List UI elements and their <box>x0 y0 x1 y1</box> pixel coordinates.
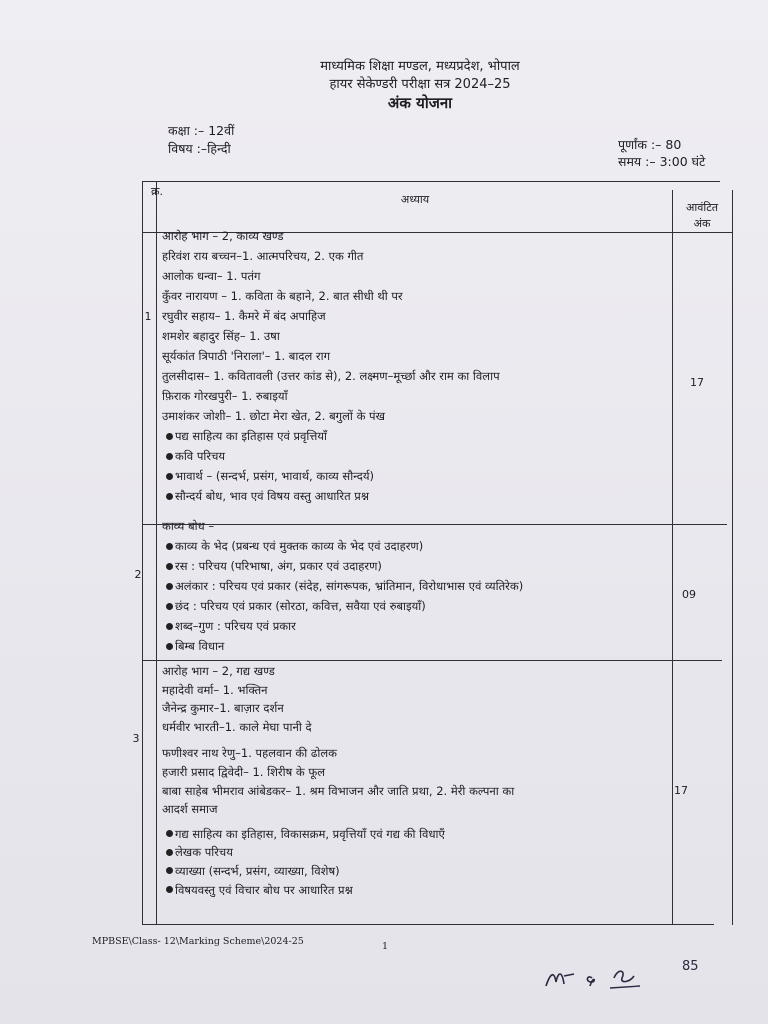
list-item: फणीश्वर नाथ रेणु–1. पहलवान की ढोलक <box>162 746 337 761</box>
bullet-icon <box>166 563 173 570</box>
list-item: आलोक धन्वा– 1. पतंग <box>162 269 261 283</box>
bullet-icon <box>166 473 173 480</box>
bullet-icon <box>166 643 173 650</box>
list-item: बिम्ब विधान <box>162 636 523 656</box>
bullet-icon <box>166 849 173 856</box>
handwritten-signature <box>540 956 720 996</box>
col-divider-1 <box>156 181 157 925</box>
full-marks-label: पूर्णांक :– 80 <box>618 137 682 152</box>
table-border-left <box>142 181 143 925</box>
col-header-sno: क्र. <box>151 185 163 198</box>
board-name: माध्यमिक शिक्षा मण्डल, मध्यप्रदेश, भोपाल <box>320 59 520 74</box>
list-item: बाबा साहेब भीमराव आंबेडकर– 1. श्रम विभाजन और जाति प्रथा, 2. मेरी कल्पना का <box>162 783 515 798</box>
bullet-icon <box>166 867 173 874</box>
page-number: 1 <box>382 941 389 952</box>
bullet-icon <box>166 543 173 550</box>
row-1-chapters <box>162 226 500 506</box>
bullet-icon <box>166 493 173 500</box>
footer-reference: MPBSE\Class- 12\Marking Scheme\2024-25 <box>92 936 304 947</box>
row-2-chapters <box>162 516 523 656</box>
bullet-icon <box>166 453 173 460</box>
list-item: रघुवीर सहाय– 1. कैमरे में बंद अपाहिज <box>162 309 326 323</box>
list-item: विषयवस्तु एवं विचार बोध पर आधारित प्रश्न <box>162 881 514 900</box>
bullet-icon <box>166 830 173 837</box>
list-item: शब्द–गुण : परिचय एवं प्रकार <box>162 616 523 636</box>
list-item: काव्य के भेद (प्रबन्ध एवं मुक्तक काव्य के भेद एवं उदाहरण) <box>162 536 523 556</box>
list-item: लेखक परिचय <box>162 843 514 862</box>
row-3-sno: 3 <box>132 732 140 745</box>
list-item: सूर्यकांत त्रिपाठी 'निराला'– 1. बादल राग <box>162 349 331 363</box>
list-item: सौन्दर्य बोध, भाव एवं विषय वस्तु आधारित प्रश्न <box>162 486 500 506</box>
list-item: रस : परिचय (परिभाषा, अंग, प्रकार एवं उदाहरण) <box>162 556 523 576</box>
list-item: गद्य साहित्य का इतिहास, विकासक्रम, प्रवृत्तियाँ एवं गद्य की विधाएँ <box>162 825 514 844</box>
list-item: आरोह भाग – 2, काव्य खण्ड <box>162 229 284 243</box>
list-item: व्याख्या (सन्दर्भ, प्रसंग, व्याख्या, विशेष) <box>162 862 514 881</box>
list-item: भावार्थ – (सन्दर्भ, प्रसंग, भावार्थ, काव्य सौन्दर्य) <box>162 466 500 486</box>
list-item: फ़िराक गोरखपुरी– 1. रुबाइयाँ <box>162 389 288 403</box>
bullet-icon <box>166 603 173 610</box>
table-border-right <box>732 190 733 925</box>
list-item: धर्मवीर भारती–1. काले मेघा पानी दे <box>162 719 312 734</box>
list-item: तुलसीदास– 1. कवितावली (उत्तर कांड से), 2. लक्ष्मण–मूर्च्छा और राम का विलाप <box>162 369 500 383</box>
document-title: अंक योजना <box>387 94 453 112</box>
list-item: हजारी प्रसाद द्विवेदी– 1. शिरीष के फूल <box>162 764 326 779</box>
col-divider-2 <box>672 190 673 925</box>
bullet-icon <box>166 433 173 440</box>
table-border-top <box>142 181 720 182</box>
row-2-sno: 2 <box>134 568 142 581</box>
list-item: उमाशंकर जोशी– 1. छोटा मेरा खेत, 2. बगुलों के पंख <box>162 409 385 423</box>
row-3-chapters <box>162 662 514 899</box>
time-label: समय :– 3:00 घंटे <box>618 154 706 169</box>
list-item: कवि परिचय <box>162 446 500 466</box>
list-item: जैनेन्द्र कुमार–1. बाज़ार दर्शन <box>162 701 284 716</box>
row-2-marks: 09 <box>682 588 696 601</box>
list-item: हरिवंश राय बच्चन–1. आत्मपरिचय, 2. एक गीत <box>162 249 364 263</box>
row-1-marks: 17 <box>690 376 704 389</box>
subject-label: विषय :–हिन्दी <box>168 141 231 156</box>
list-item: कुँवर नारायण – 1. कविता के बहाने, 2. बात सीधी थी पर <box>162 289 403 303</box>
row-1-sno: 1 <box>144 310 152 323</box>
list-item: पद्य साहित्य का इतिहास एवं प्रवृत्तियाँ <box>162 426 500 446</box>
table-border-bottom <box>142 924 714 925</box>
col-header-chapter: अध्याय <box>400 193 430 206</box>
exam-session: हायर सेकेण्डरी परीक्षा सत्र 2024–25 <box>329 77 511 92</box>
class-label: कक्षा :– 12वीं <box>168 123 235 138</box>
bullet-icon <box>166 623 173 630</box>
col-header-marks-2: अंक <box>693 217 711 230</box>
list-item: आदर्श समाज <box>162 802 218 817</box>
list-item: महादेवी वर्मा– 1. भक्तिन <box>162 682 268 697</box>
list-item: अलंकार : परिचय एवं प्रकार (संदेह, सांगरूपक, भ्रांतिमान, विरोधाभास एवं व्यतिरेक) <box>162 576 523 596</box>
list-item: आरोह भाग – 2, गद्य खण्ड <box>162 664 275 678</box>
row-3-marks: 17 <box>674 784 688 797</box>
bullet-icon <box>166 886 173 893</box>
row-divider-2 <box>142 660 722 661</box>
annotation-number: 85 <box>682 959 699 974</box>
col-header-marks-1: आवंटित <box>685 201 719 214</box>
bullet-icon <box>166 583 173 590</box>
list-item: काव्य बोध – <box>162 519 215 533</box>
list-item: छंद : परिचय एवं प्रकार (सोरठा, कवित्त, सवैया एवं रुबाइयाँ) <box>162 596 523 616</box>
list-item: शमशेर बहादुर सिंह– 1. उषा <box>162 329 280 343</box>
